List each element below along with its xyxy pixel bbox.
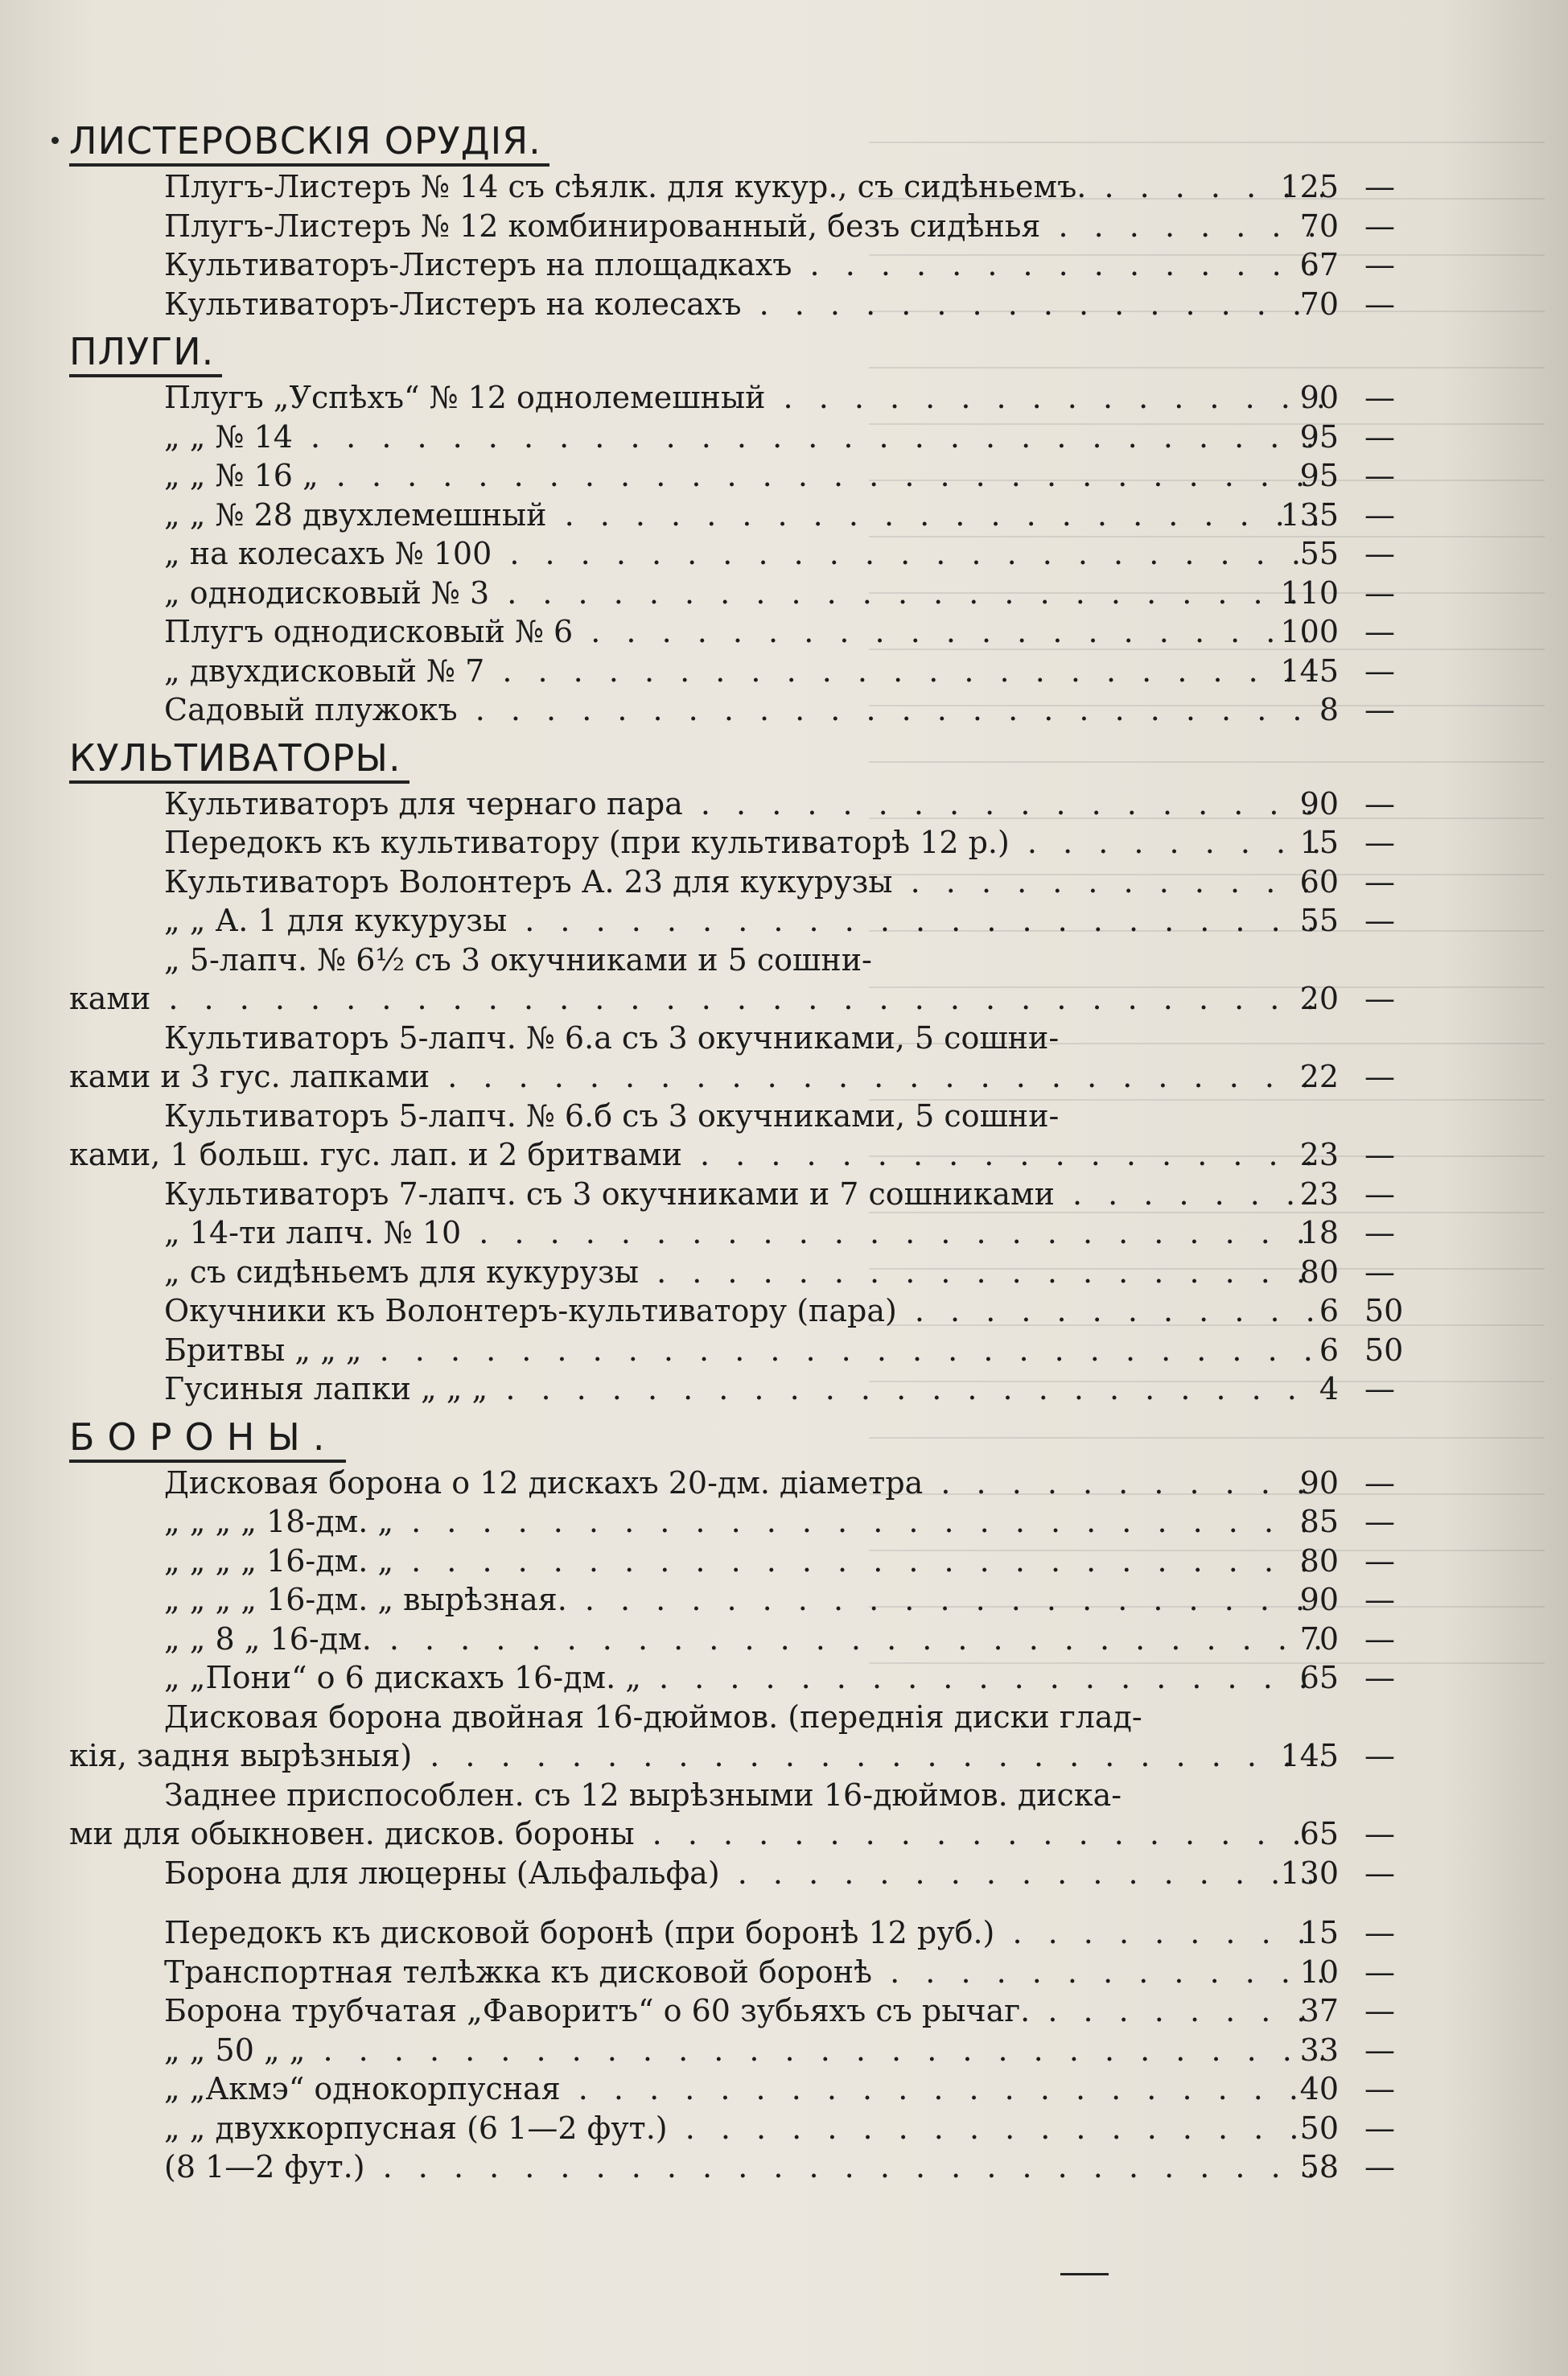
item-description: Борона для люцерны (Альфальфа) . . . — [164, 1854, 1323, 1893]
price-kopecks: — — [1364, 1542, 1395, 1579]
price-row — [69, 784, 1413, 824]
section-title: ЛИСТЕРОВСКІЯ ОРУДІЯ. — [69, 118, 549, 167]
price-rubles: 22 — [1299, 1059, 1339, 1094]
price-row — [69, 285, 1413, 324]
price-rubles: 145 — [1280, 653, 1339, 689]
item-description: „ „ А. 1 для кукурузы . . . — [164, 901, 1323, 941]
spacer — [69, 1892, 1413, 1913]
price-rubles: 20 — [1299, 981, 1339, 1016]
item-description: Плугъ-Листеръ № 14 съ сѣялк. для кукур., съ сидѣньемъ. . . . — [164, 167, 1323, 207]
price-row — [69, 2147, 1413, 2187]
price-row — [69, 690, 1413, 730]
price-row — [69, 2069, 1413, 2109]
item-description: „ 5-лапч. № 6½ съ 3 окучниками и 5 сошни- — [164, 941, 872, 978]
price-kopecks: — — [1364, 247, 1395, 282]
price-row — [69, 418, 1413, 457]
section-title: ПЛУГИ. — [69, 329, 222, 377]
price-rubles: 67 — [1299, 247, 1339, 282]
price-row — [69, 1175, 1413, 1214]
price-row — [69, 863, 1413, 902]
price-kopecks: — — [1364, 2110, 1395, 2146]
price-rubles: 8 — [1319, 692, 1339, 727]
price-rubles: 145 — [1280, 1738, 1339, 1773]
price-kopecks: — — [1364, 418, 1395, 455]
item-description: „ „ „ „ 16-дм. „ . . . — [164, 1542, 1323, 1581]
item-description: „ на колесахъ № 100 . . . — [164, 534, 1323, 574]
price-kopecks: — — [1364, 1254, 1395, 1290]
price-rubles: 70 — [1299, 208, 1339, 244]
price-row — [69, 1331, 1413, 1370]
price-kopecks: — — [1364, 2032, 1395, 2068]
item-description: Борона трубчатая „Фаворитъ“ о 60 зубьяхъ съ рычаг. . . . — [164, 1991, 1323, 2031]
price-row — [69, 1991, 1413, 2031]
item-description: „ съ сидѣньемъ для кукурузы . . . — [164, 1253, 1323, 1292]
price-row — [69, 1502, 1413, 1542]
price-kopecks: — — [1364, 1464, 1395, 1501]
price-row — [69, 1776, 1413, 1815]
price-kopecks: — — [1364, 1137, 1395, 1172]
price-kopecks: — — [1364, 1620, 1395, 1657]
item-description: Бритвы „ „ „ . . . — [164, 1331, 1323, 1370]
item-description: „ „ № 14 . . . — [164, 418, 1323, 457]
price-rubles: 18 — [1299, 1215, 1339, 1250]
price-kopecks: — — [1364, 1371, 1395, 1406]
price-rubles: 90 — [1299, 1464, 1339, 1501]
price-rubles: 70 — [1299, 1620, 1339, 1657]
item-description: Культиваторъ для чернаго пара . . . — [164, 784, 1323, 824]
bullet-mark — [51, 137, 59, 144]
price-rubles: 55 — [1299, 536, 1339, 571]
price-row — [69, 534, 1413, 574]
price-rubles: 15 — [1299, 1915, 1339, 1950]
price-row — [69, 941, 1413, 980]
item-description: ками, 1 больш. гус. лап. и 2 бритвами . . . — [69, 1135, 1323, 1175]
price-row — [69, 1097, 1413, 1136]
price-rubles: 4 — [1319, 1371, 1339, 1406]
price-kopecks: — — [1364, 169, 1395, 204]
price-rubles: 60 — [1299, 863, 1339, 900]
price-kopecks: — — [1364, 863, 1395, 900]
price-row — [69, 1658, 1413, 1698]
price-kopecks: — — [1364, 208, 1395, 244]
price-row — [69, 1019, 1413, 1058]
section-heading — [69, 1410, 1413, 1464]
price-row — [69, 167, 1413, 207]
price-rubles: 95 — [1299, 418, 1339, 455]
price-rubles: 125 — [1280, 169, 1339, 204]
item-description: Культиваторъ-Листеръ на колесахъ . . . — [164, 285, 1323, 324]
section-heading — [69, 114, 1413, 167]
price-kopecks: — — [1364, 496, 1395, 533]
item-description: Плугъ-Листеръ № 12 комбинированный, безъ сидѣнья . . . — [164, 207, 1323, 246]
price-rubles: 55 — [1299, 903, 1339, 938]
price-kopecks: — — [1364, 1915, 1395, 1950]
price-rubles: 80 — [1299, 1254, 1339, 1290]
item-description: „ „ № 16 „ . . . — [164, 456, 1323, 496]
price-rubles: 33 — [1299, 2032, 1339, 2068]
price-kopecks: — — [1364, 1816, 1395, 1851]
item-description: „ 14-ти лапч. № 10 . . . — [164, 1213, 1323, 1253]
price-row — [69, 1213, 1413, 1253]
item-description: Культиваторъ Волонтеръ А. 23 для кукурузы . . . — [164, 863, 1323, 902]
item-description: Дисковая борона о 12 дискахъ 20-дм. діаметра . . . — [164, 1464, 1323, 1503]
item-description: Транспортная телѣжка къ дисковой боронѣ . . . — [164, 1953, 1323, 1992]
price-row — [69, 823, 1413, 863]
item-description: Дисковая борона двойная 16-дюймов. (переднія диски глад- — [164, 1699, 1142, 1735]
price-row — [69, 1369, 1413, 1409]
price-kopecks: — — [1364, 1176, 1395, 1212]
price-kopecks: — — [1364, 1954, 1395, 1990]
item-description: ками . . . — [69, 979, 1323, 1019]
price-rubles: 10 — [1299, 1954, 1339, 1990]
price-row — [69, 574, 1413, 613]
price-list — [69, 113, 1413, 2187]
price-row — [69, 901, 1413, 941]
price-row — [69, 979, 1413, 1019]
price-row — [69, 456, 1413, 496]
item-description: Заднее приспособлен. съ 12 вырѣзными 16-дюймов. диска- — [164, 1777, 1122, 1813]
item-description: Культиваторъ 5-лапч. № 6.а съ 3 окучниками, 5 сошни- — [164, 1019, 1060, 1056]
price-row — [69, 1736, 1413, 1776]
price-row — [69, 496, 1413, 535]
price-kopecks: — — [1364, 785, 1395, 822]
item-description: „ однодисковый № 3 . . . — [164, 574, 1323, 613]
price-row — [69, 1253, 1413, 1292]
price-row — [69, 1620, 1413, 1659]
price-row — [69, 1698, 1413, 1737]
price-rubles: 6 — [1319, 1293, 1339, 1328]
item-description: „ „ 8 „ 16-дм. . . . — [164, 1620, 1323, 1659]
price-rubles: 80 — [1299, 1542, 1339, 1579]
price-rubles: 90 — [1299, 380, 1339, 415]
item-description: „ „ „ „ 18-дм. „ . . . — [164, 1502, 1323, 1542]
price-rubles: 6 — [1319, 1332, 1339, 1368]
price-rubles: 70 — [1299, 286, 1339, 322]
price-row — [69, 1135, 1413, 1175]
price-rubles: 15 — [1299, 825, 1339, 860]
price-row — [69, 652, 1413, 691]
price-row — [69, 2109, 1413, 2148]
price-row — [69, 1913, 1413, 1953]
item-description: „ „ № 28 двухлемешный . . . — [164, 496, 1323, 535]
price-kopecks: — — [1364, 981, 1395, 1016]
item-description: „ двухдисковый № 7 . . . — [164, 652, 1323, 691]
price-kopecks: — — [1364, 1059, 1395, 1094]
item-description: (8 1—2 фут.) . . . — [164, 2147, 1323, 2187]
item-description: Культиваторъ-Листеръ на площадкахъ . . . — [164, 245, 1323, 285]
price-kopecks: — — [1364, 574, 1395, 611]
price-row — [69, 612, 1413, 652]
section-heading — [69, 731, 1413, 784]
price-rubles: 85 — [1299, 1504, 1339, 1539]
price-rubles: 58 — [1299, 2149, 1339, 2185]
price-rubles: 65 — [1299, 1816, 1339, 1851]
price-rubles: 65 — [1299, 1660, 1339, 1695]
item-description: Культиваторъ 7-лапч. съ 3 окучниками и 7 сошниками . . . — [164, 1175, 1323, 1214]
price-row — [69, 1953, 1413, 1992]
price-kopecks: — — [1364, 458, 1395, 493]
price-kopecks: — — [1364, 2149, 1395, 2185]
price-kopecks: — — [1364, 1504, 1395, 1539]
price-kopecks: — — [1364, 536, 1395, 571]
price-kopecks: — — [1364, 614, 1395, 649]
price-row — [69, 1057, 1413, 1097]
section-title: КУЛЬТИВАТОРЫ. — [69, 735, 409, 784]
item-description: „ „Акмэ“ однокорпусная . . . — [164, 2069, 1323, 2109]
price-kopecks: — — [1364, 653, 1395, 689]
page-mark — [1060, 2273, 1109, 2275]
price-kopecks: — — [1364, 380, 1395, 415]
item-description: „ „Пони“ о 6 дискахъ 16-дм. „ . . . — [164, 1658, 1323, 1698]
price-kopecks: — — [1364, 1215, 1395, 1250]
item-description: Передокъ къ культиватору (при культиваторѣ 12 р.) . . . — [164, 823, 1323, 863]
price-kopecks: — — [1364, 692, 1395, 727]
item-description: Гусиныя лапки „ „ „ . . . — [164, 1369, 1323, 1409]
price-row — [69, 1291, 1413, 1331]
item-description: кія, задня вырѣзныя) . . . — [69, 1736, 1323, 1776]
price-row — [69, 2031, 1413, 2070]
price-row — [69, 1814, 1413, 1854]
price-kopecks: — — [1364, 1660, 1395, 1695]
price-kopecks: — — [1364, 1855, 1395, 1891]
price-kopecks: 50 — [1364, 1293, 1404, 1328]
price-rubles: 90 — [1299, 785, 1339, 822]
price-rubles: 90 — [1299, 1582, 1339, 1617]
section-title: БОРОНЫ. — [69, 1414, 346, 1463]
price-kopecks: — — [1364, 1993, 1395, 2028]
price-rubles: 23 — [1299, 1176, 1339, 1212]
price-rubles: 23 — [1299, 1137, 1339, 1172]
item-description: Культиваторъ 5-лапч. № 6.б съ 3 окучниками, 5 сошни- — [164, 1097, 1060, 1134]
price-row — [69, 1854, 1413, 1893]
price-row — [69, 1464, 1413, 1503]
item-description: ми для обыкновен. дисков. бороны . . . — [69, 1814, 1323, 1854]
item-description: Окучники къ Волонтеръ-культиватору (пара) . . . — [164, 1291, 1323, 1331]
price-kopecks: — — [1364, 825, 1395, 860]
price-row — [69, 207, 1413, 246]
item-description: „ „ 50 „ „ . . . — [164, 2031, 1323, 2070]
price-rubles: 37 — [1299, 1993, 1339, 2028]
price-row — [69, 245, 1413, 285]
item-description: Плугъ однодисковый № 6 . . . — [164, 612, 1323, 652]
price-kopecks: 50 — [1364, 1332, 1404, 1368]
price-rubles: 130 — [1280, 1855, 1339, 1891]
item-description: Садовый плужокъ . . . — [164, 690, 1323, 730]
price-kopecks: — — [1364, 1582, 1395, 1617]
price-rubles: 95 — [1299, 458, 1339, 493]
item-description: ками и 3 гус. лапками . . . — [69, 1057, 1323, 1097]
price-rubles: 40 — [1299, 2071, 1339, 2106]
price-row — [69, 1542, 1413, 1581]
price-kopecks: — — [1364, 286, 1395, 322]
price-kopecks: — — [1364, 903, 1395, 938]
price-row — [69, 1580, 1413, 1620]
item-description: „ „ „ „ 16-дм. „ вырѣзная. . . . — [164, 1580, 1323, 1620]
price-rubles: 50 — [1299, 2110, 1339, 2146]
price-rubles: 100 — [1280, 614, 1339, 649]
item-description: Передокъ къ дисковой боронѣ (при боронѣ 12 руб.) . . . — [164, 1913, 1323, 1953]
section-heading — [69, 325, 1413, 378]
price-rubles: 110 — [1280, 574, 1339, 611]
price-kopecks: — — [1364, 1738, 1395, 1773]
price-row — [69, 378, 1413, 418]
price-kopecks: — — [1364, 2071, 1395, 2106]
price-rubles: 135 — [1280, 496, 1339, 533]
item-description: Плугъ „Успѣхъ“ № 12 однолемешный . . . — [164, 378, 1323, 418]
item-description: „ „ двухкорпусная (6 1—2 фут.) . . . — [164, 2109, 1323, 2148]
